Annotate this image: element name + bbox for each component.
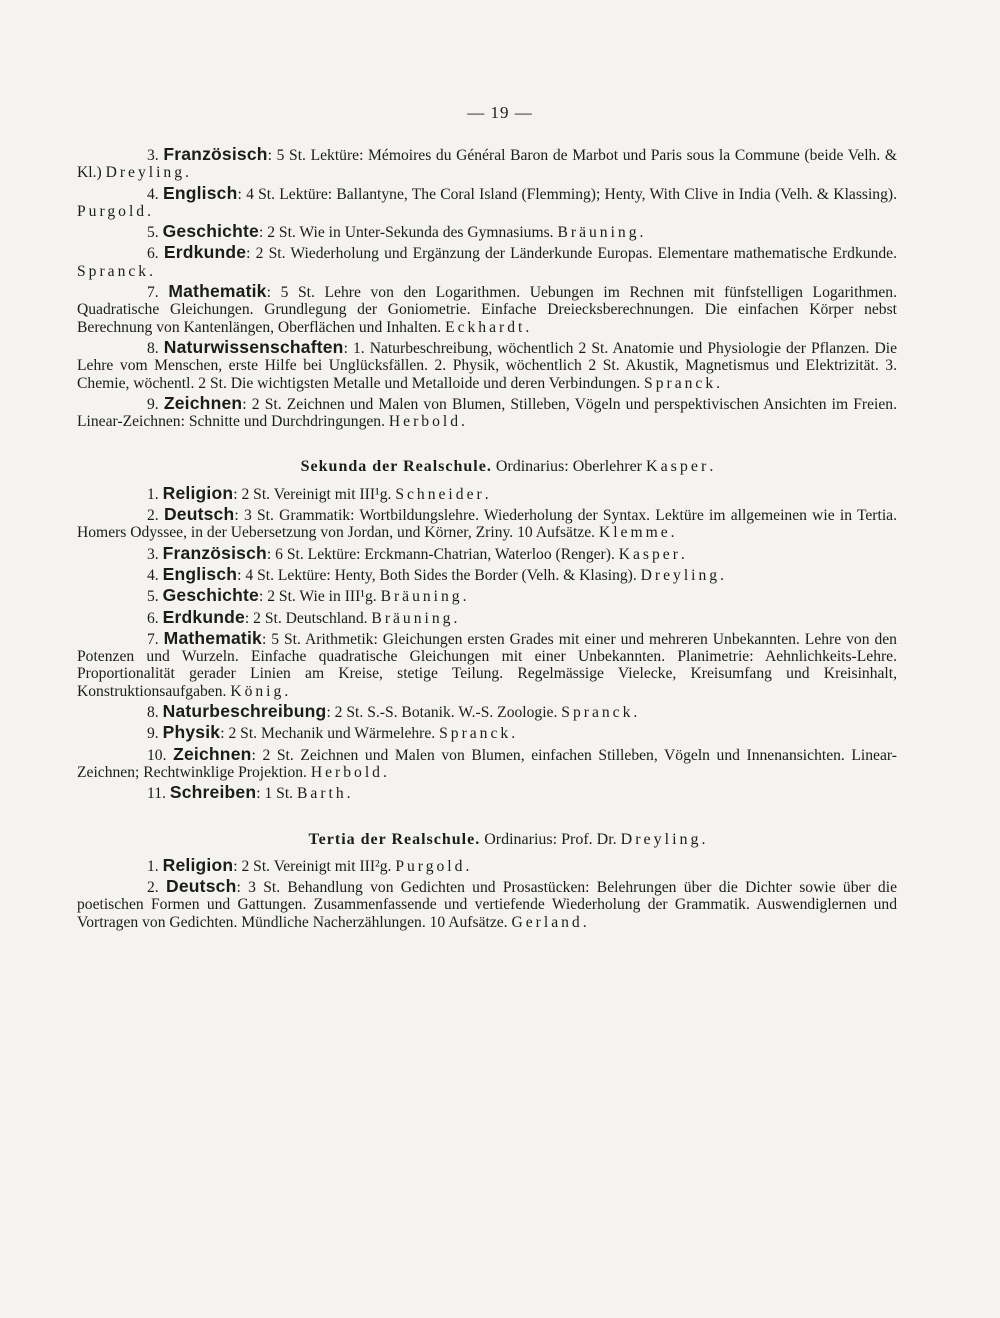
entry-end: . [453, 609, 458, 627]
course-entry [77, 244, 897, 280]
entry-number: 7. [147, 630, 159, 648]
course-entry [77, 223, 897, 241]
subject-name: Religion [162, 482, 234, 503]
teacher-name: Barth [297, 785, 347, 803]
subject-name: Physik [162, 722, 221, 743]
entry-number: 2. [147, 507, 159, 525]
subject-name: Deutsch [166, 876, 237, 897]
ordinarius-teacher: Dreyling [620, 830, 702, 848]
entry-text: Zeichnen und Malen von Blumen, Stilleben, Vögeln und perspektivischen Ansichten im Freien. Linear-Zeichnen: Schnitte und Durchdringungen. [77, 395, 897, 431]
teacher-name: Spranck [561, 704, 634, 722]
hours: : 2 St. [258, 224, 296, 242]
entry-number: 4. [147, 566, 159, 584]
entry-text: Arithmetik: Gleichungen ersten Grades mit einer und mehreren Unbekannten. Lehre von den Potenzen und Wurzeln. Einfache quadratische Gleichungen mit einer Unbekannten. Planimetrie: Aehnlichkeits-Lehre. Proportionalität gerader Linien am Kreise, stetige Teilung. Regelmässige Vielecke, Kreisumfang und Kreisinhalt, Konstruktionsaufgaben. [77, 630, 897, 700]
entry-number: 1. [147, 485, 159, 503]
entry-end: . [462, 588, 467, 606]
teacher-name: Spranck [77, 262, 150, 280]
subject-name: Geschichte [162, 221, 259, 242]
teacher-name: Spranck [439, 725, 512, 743]
hours: : 2 St. [220, 725, 258, 743]
entry-end: . [511, 725, 516, 743]
course-entry [77, 482, 897, 503]
section [77, 831, 897, 931]
teacher-name: König [230, 682, 285, 700]
entry-end: . [147, 202, 152, 220]
subject-name: Zeichnen [163, 392, 243, 413]
teacher-name: Bräuning [557, 224, 640, 242]
subject-name: Religion [162, 854, 234, 875]
entry-number: 7. [147, 284, 159, 302]
page-content [77, 146, 897, 934]
subject-name: Mathematik [163, 627, 262, 648]
hours: : 2 St. [258, 588, 296, 606]
entry-number: 3. [147, 545, 159, 563]
entry-end: . [461, 413, 465, 431]
entry-end: . [284, 682, 289, 700]
entry-number: 3. [147, 147, 159, 164]
entry-text: Lektüre: Mémoires du Général Baron de Marbot und Paris sous la Commune (beide Velh. & Kl.) [77, 147, 897, 182]
course-entry [77, 146, 897, 182]
section [77, 458, 897, 802]
course-entry [77, 724, 897, 742]
entry-text: Lektüre: Ballantyne, The Coral Island (Flemming); Henty, With Clive in India (Velh. & Klassing). [275, 185, 897, 203]
entry-end: . [149, 262, 154, 280]
hours: : 3 St. [234, 507, 274, 525]
entry-number: 9. [147, 395, 159, 413]
hours: : [343, 339, 348, 357]
entry-text: 1. Naturbeschreibung, wöchentlich 2 St. Anatomie und Physiologie der Pflanzen. Die Lehre vom Menschen, erste Hilfe bei Unglücksfällen. 2. Physik, wöchentlich 2 St. Akustik, Magnetismus und Elektrizität. 3. Chemie, wöchentl. 2 St. Die wichtigsten Metalle und Metalloide und deren Verbindungen. [77, 339, 898, 392]
teacher-name: Purgold [77, 202, 148, 220]
entry-end: . [382, 763, 387, 781]
entry-text: S.-S. Botanik. W.-S. Zoologie. [363, 704, 558, 722]
teacher-name: Dreyling [105, 164, 186, 182]
subject-name: Naturbeschreibung [162, 701, 327, 722]
teacher-name: Purgold [395, 857, 466, 875]
teacher-name: Klemme [598, 524, 671, 542]
entry-end: . [670, 524, 675, 542]
course-entry [77, 784, 897, 802]
hours: : 5 St. [266, 284, 315, 302]
subject-name: Englisch [162, 182, 238, 203]
subject-name: Erdkunde [162, 606, 245, 627]
teacher-name: Eckhardt [445, 318, 526, 336]
course-entry [77, 606, 897, 627]
hours: : 2 St. [233, 485, 271, 503]
entry-text: Vereinigt mit III²g. [270, 857, 392, 875]
teacher-name: Spranck [644, 374, 717, 392]
entry-end: . [185, 164, 189, 182]
entry-number: 6. [147, 245, 159, 263]
entry-end: . [633, 704, 638, 722]
hours: : 2 St. [251, 746, 294, 764]
subject-name: Mathematik [168, 281, 267, 302]
hours: : 3 St. [236, 879, 281, 897]
entry-end: . [639, 224, 644, 242]
page-number: — 19 — [467, 103, 533, 122]
entry-end: . [465, 857, 470, 875]
hours: : 2 St. [242, 395, 282, 413]
subject-name: Zeichnen [173, 743, 252, 764]
course-entry [77, 878, 897, 931]
entry-number: 4. [147, 185, 159, 203]
subject-name: Deutsch [163, 504, 235, 525]
ordinarius-label: Ordinarius: Prof. Dr. [484, 830, 617, 848]
entry-number: 1. [147, 857, 159, 875]
hours: : 2 St. [233, 857, 271, 875]
course-entry [77, 283, 897, 336]
entry-number: 2. [147, 879, 159, 897]
entry-text: Vereinigt mit III¹g. [270, 485, 392, 503]
section [77, 146, 897, 430]
entry-number: 9. [147, 725, 159, 743]
entry-end: . [525, 318, 530, 336]
teacher-name: Dreyling [640, 566, 721, 584]
entry-text: Wie in Unter-Sekunda des Gymnasiums. [295, 224, 554, 242]
entry-number: 6. [147, 609, 159, 627]
heading-end: . [701, 830, 706, 848]
subject-name: Französisch [162, 542, 267, 563]
course-entry [77, 587, 897, 605]
entry-end: . [484, 485, 489, 503]
entry-text: Wiederholung und Ergänzung der Länderkunde Europas. Elementare mathematische Erdkunde. [285, 245, 897, 263]
teacher-name: Herbold [310, 763, 383, 781]
entry-end: . [716, 374, 721, 392]
hours: : 6 St. [266, 545, 304, 563]
entry-text: Mechanik und Wärmelehre. [257, 725, 436, 743]
course-entry [77, 542, 897, 563]
ordinarius-label: Ordinarius: Oberlehrer [495, 458, 643, 476]
subject-name: Erdkunde [163, 242, 247, 263]
entry-number: 5. [147, 588, 159, 606]
teacher-name: Bräuning [380, 588, 463, 606]
entry-number: 5. [147, 224, 159, 242]
hours: : 2 St. [244, 609, 282, 627]
teacher-name: Bräuning [371, 609, 454, 627]
entry-text: Lektüre: Erckmann-Chatrian, Waterloo (Renger). [303, 545, 615, 563]
hours: : 4 St. [237, 185, 276, 203]
course-entry [77, 743, 897, 782]
ordinarius-teacher: Kasper [646, 458, 710, 476]
entry-number: 11. [147, 785, 166, 803]
entry-number: 10. [147, 746, 167, 764]
section-heading [77, 831, 897, 848]
course-entry [77, 506, 897, 542]
subject-name: Englisch [162, 563, 238, 584]
entry-text: Zeichnen und Malen von Blumen, einfachen Stilleben, Vögeln und Innenansichten. Linear-Zeichnen; Rechtwinklige Projektion. [77, 746, 897, 781]
course-entry [77, 627, 897, 700]
entry-text: Lektüre: Henty, Both Sides the Border (Velh. & Klasing). [273, 566, 637, 584]
course-entry [77, 563, 897, 584]
section-heading [77, 458, 897, 475]
subject-name: Naturwissenschaften [163, 336, 344, 357]
subject-name: Französisch [163, 144, 268, 164]
hours: : 4 St. [237, 566, 274, 584]
entry-number: 8. [147, 339, 159, 357]
entry-text: Behandlung von Gedichten und Prosastücken: Belehrungen über die Dichter sowie über die poetischen Formen und Gattungen. Zusammenfassende und vertiefende Wiederholung der Grammatik. Auswendiglernen und Vortragen von Gedichten. Mündliche Nacherzählungen. 10 Aufsätze. [77, 879, 897, 931]
hours: : 5 St. [261, 630, 301, 648]
hours: : 2 St. [326, 704, 364, 722]
teacher-name: Kasper [618, 545, 681, 563]
hours: : 5 St. [267, 147, 306, 164]
course-entry [77, 854, 897, 875]
entry-end: . [582, 913, 587, 931]
hours: : 2 St. [246, 245, 286, 263]
entry-text: Wie in III¹g. [295, 588, 377, 606]
section-title: Tertia der Realschule. [308, 830, 481, 848]
subject-name: Schreiben [169, 782, 257, 803]
entry-text: Deutschland. [281, 609, 368, 627]
subject-name: Geschichte [162, 585, 259, 606]
entry-number: 8. [147, 704, 159, 722]
teacher-name: Schneider [395, 485, 485, 503]
entry-end: . [346, 785, 351, 803]
hours: : 1 St. [256, 785, 294, 803]
teacher-name: Gerland [511, 913, 583, 931]
section-title: Sekunda der Realschule. [300, 458, 492, 476]
entry-end: . [680, 545, 685, 563]
heading-end: . [709, 458, 714, 476]
course-entry [77, 703, 897, 721]
course-entry [77, 336, 898, 392]
course-entry [77, 182, 897, 221]
teacher-name: Herbold [388, 413, 462, 431]
entry-text: Grammatik: Wortbildungslehre. Wiederholung der Syntax. Lektüre im allgemeinen wie in Tertia. Homers Odyssee, in der Uebersetzung von Jordan, und Körner, Zriny. 10 Aufsätze. [77, 507, 897, 542]
entry-end: . [720, 566, 725, 584]
course-entry [77, 392, 897, 431]
entry-text: Lehre von den Logarithmen. Uebungen im Rechnen mit fünfstelligen Logarithmen. Quadratische Gleichungen. Grundlegung der Goniometrie. Einfache Dreiecksberechnungen. Die einfachen Körper nebst Berechnung von Kantenlängen, Oberflächen und Inhalten. [77, 284, 897, 336]
